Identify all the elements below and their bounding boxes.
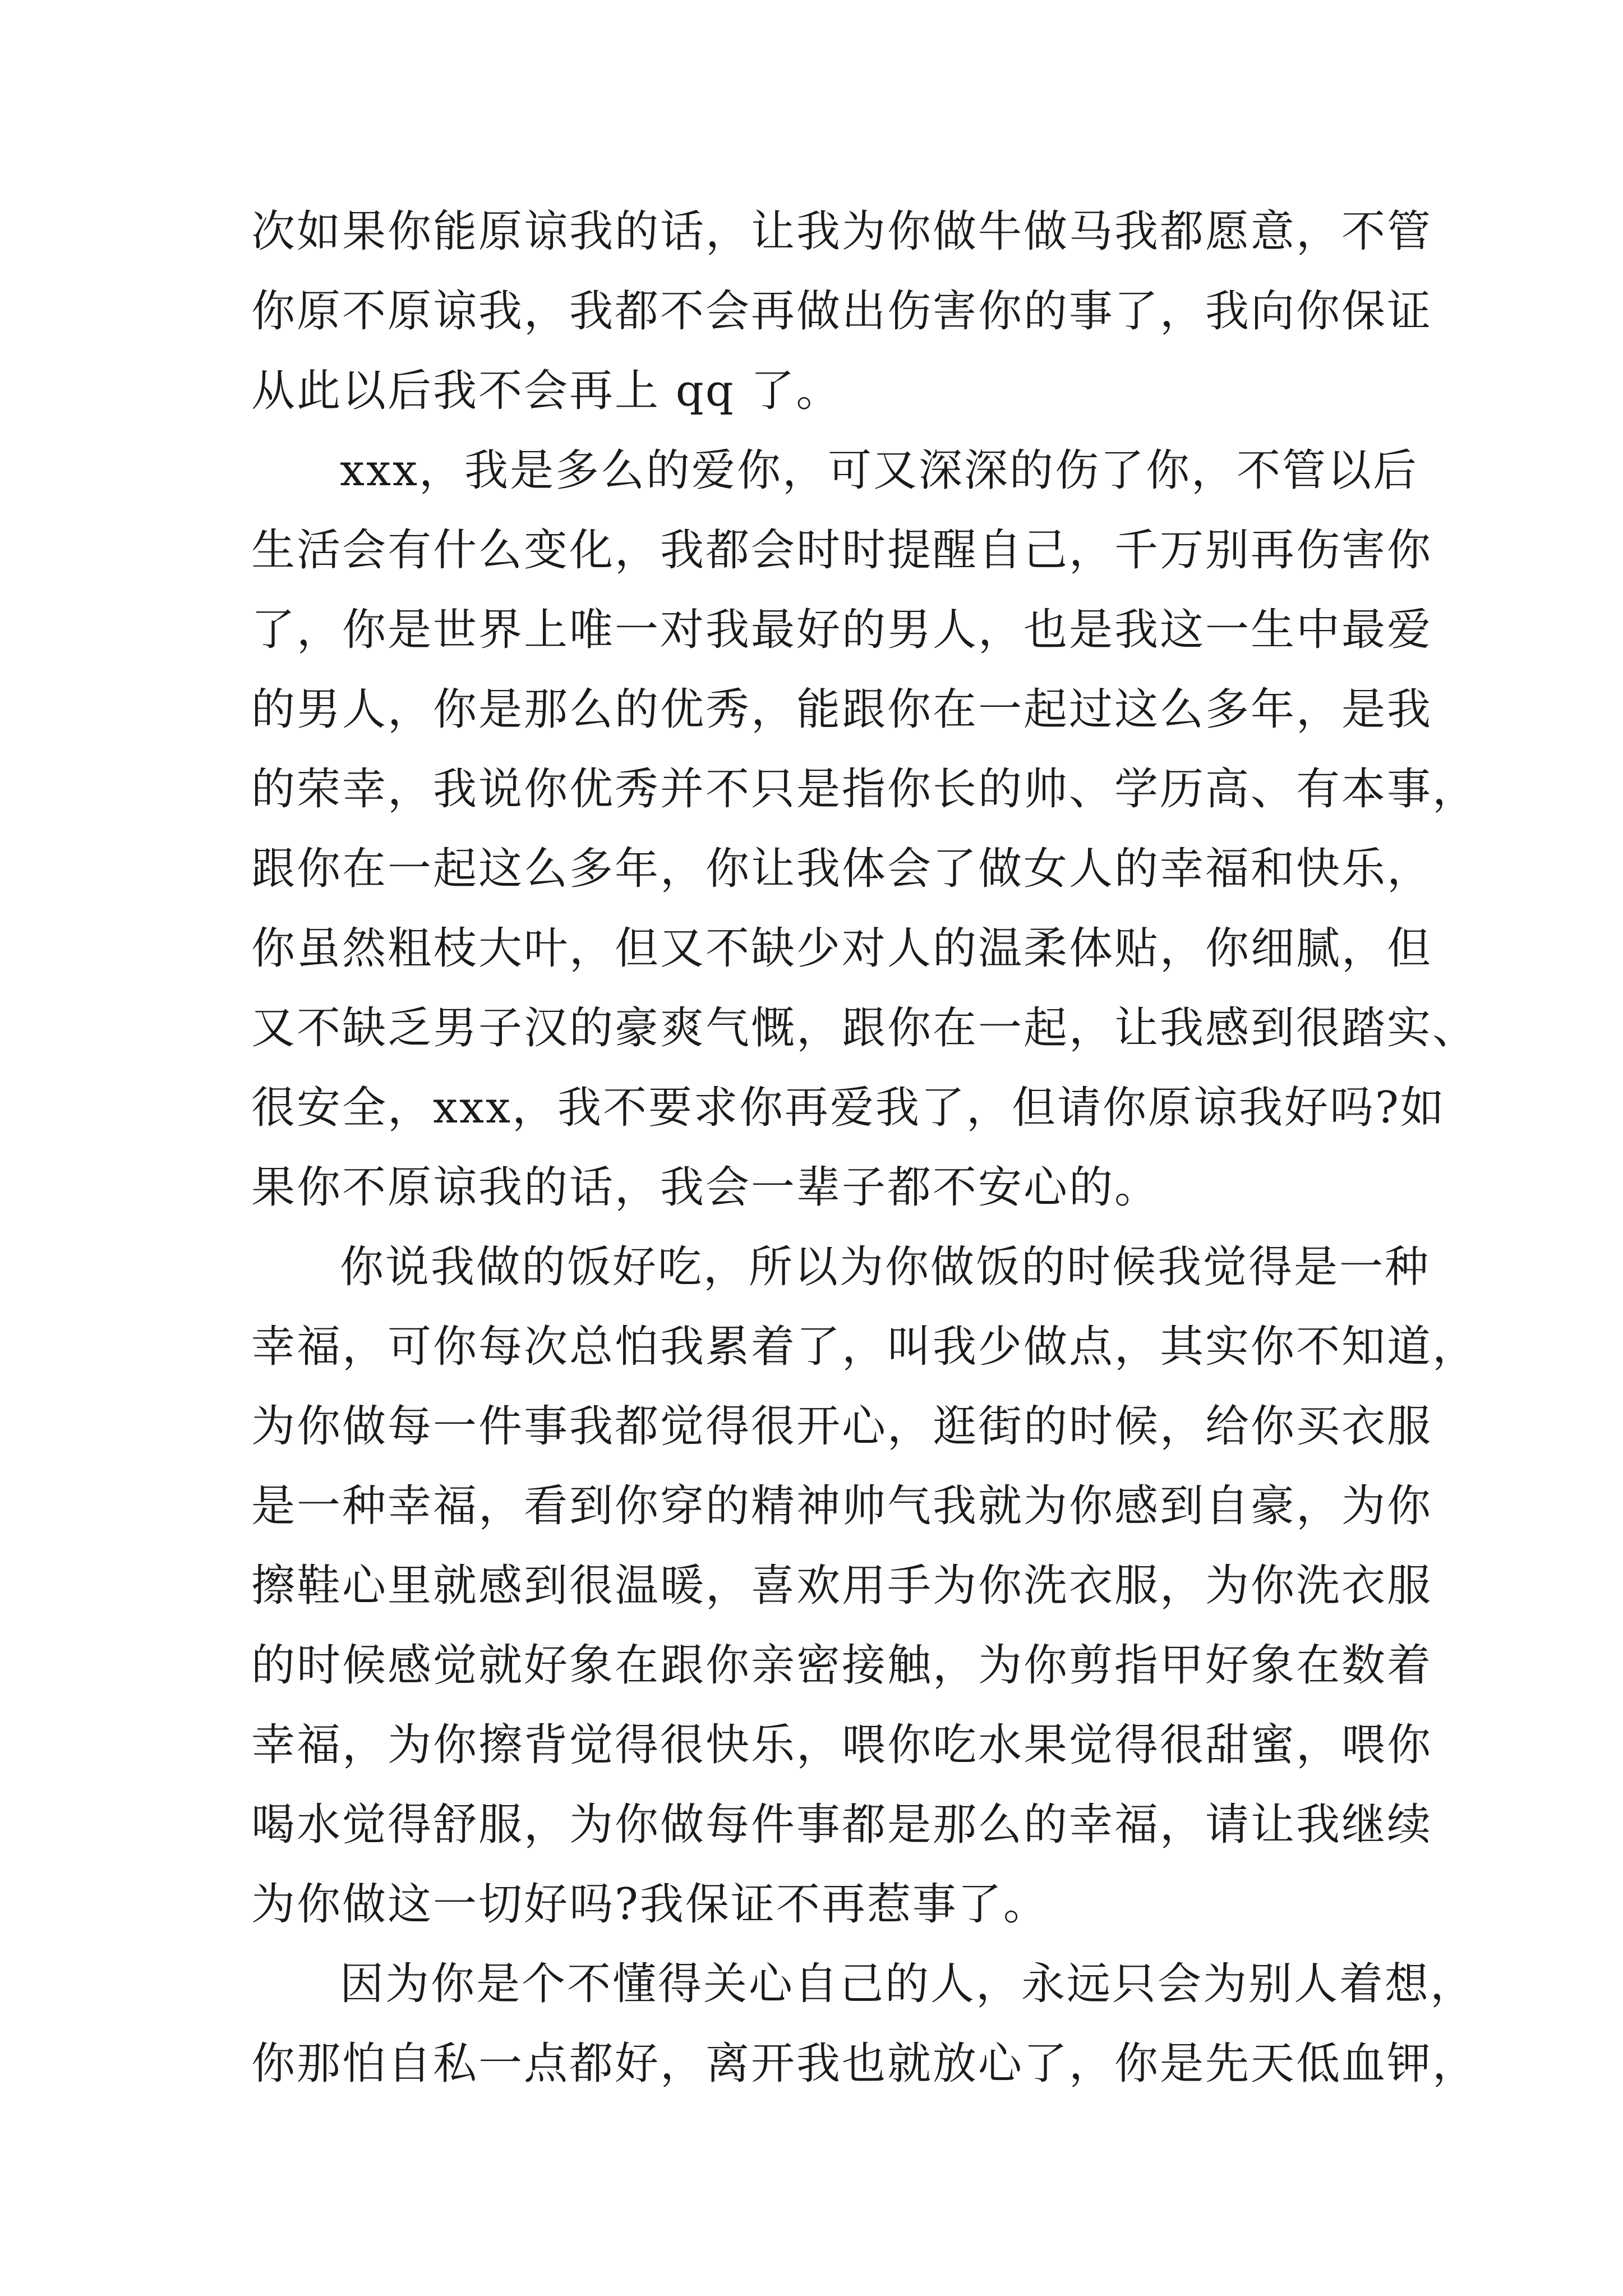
- paragraph-start-line: 你说我做的饭好吃，所以为你做饭的时候我觉得是一种: [340, 1242, 1431, 1292]
- text-line: 又不缺乏男子汉的豪爽气慨，跟你在一起，让我感到很踏实、: [251, 1003, 1478, 1053]
- text-line: 喝水觉得舒服，为你做每件事都是那么的幸福，请让我继续: [251, 1800, 1433, 1850]
- text-line: 从此以后我不会再上 qq 了。: [251, 366, 842, 416]
- text-line: 是一种幸福，看到你穿的精神帅气我就为你感到自豪，为你: [251, 1481, 1433, 1531]
- text-line: 了，你是世界上唯一对我最好的男人，也是我这一生中最爱: [251, 605, 1433, 655]
- text-line: 擦鞋心里就感到很温暖，喜欢用手为你洗衣服，为你洗衣服: [251, 1561, 1433, 1611]
- text-line: 为你做每一件事我都觉得很开心，逛街的时候，给你买衣服: [251, 1401, 1433, 1452]
- body-text: [251, 192, 1478, 2104]
- text-line: 果你不原谅我的话，我会一辈子都不安心的。: [251, 1162, 1160, 1213]
- text-line: 你那怕自私一点都好，离开我也就放心了，你是先天低血钾，: [251, 2039, 1478, 2089]
- text-line: 的荣幸，我说你优秀并不只是指你长的帅、学历高、有本事，: [251, 764, 1478, 815]
- text-line: 幸福，可你每次总怕我累着了，叫我少做点，其实你不知道，: [251, 1322, 1478, 1372]
- text-line: 为你做这一切好吗?我保证不再惹事了。: [251, 1879, 1049, 1930]
- text-line: 生活会有什么变化，我都会时时提醒自己，千万别再伤害你: [251, 525, 1433, 576]
- paragraph-start-line: 因为你是个不懂得关心自己的人，永远只会为别人着想，: [340, 1959, 1476, 2009]
- text-line: 跟你在一起这么多年，你让我体会了做女人的幸福和快乐，: [251, 844, 1433, 894]
- text-line: 你虽然粗枝大叶，但又不缺少对人的温柔体贴，你细腻，但: [251, 923, 1433, 974]
- text-line: 的男人，你是那么的优秀，能跟你在一起过这么多年，是我: [251, 684, 1433, 735]
- text-line: 次如果你能原谅我的话，让我为你做牛做马我都愿意，不管: [251, 206, 1433, 257]
- text-line: 幸福，为你擦背觉得很快乐，喂你吃水果觉得很甜蜜，喂你: [251, 1720, 1433, 1770]
- paragraph-start-line: xxx，我是多么的爱你，可又深深的伤了你，不管以后: [340, 445, 1418, 496]
- text-line: 很安全，xxx，我不要求你再爱我了，但请你原谅我好吗?如: [251, 1083, 1446, 1133]
- text-line: 你原不原谅我，我都不会再做出伤害你的事了，我向你保证: [251, 286, 1433, 337]
- text-line: 的时候感觉就好象在跟你亲密接触，为你剪指甲好象在数着: [251, 1640, 1433, 1691]
